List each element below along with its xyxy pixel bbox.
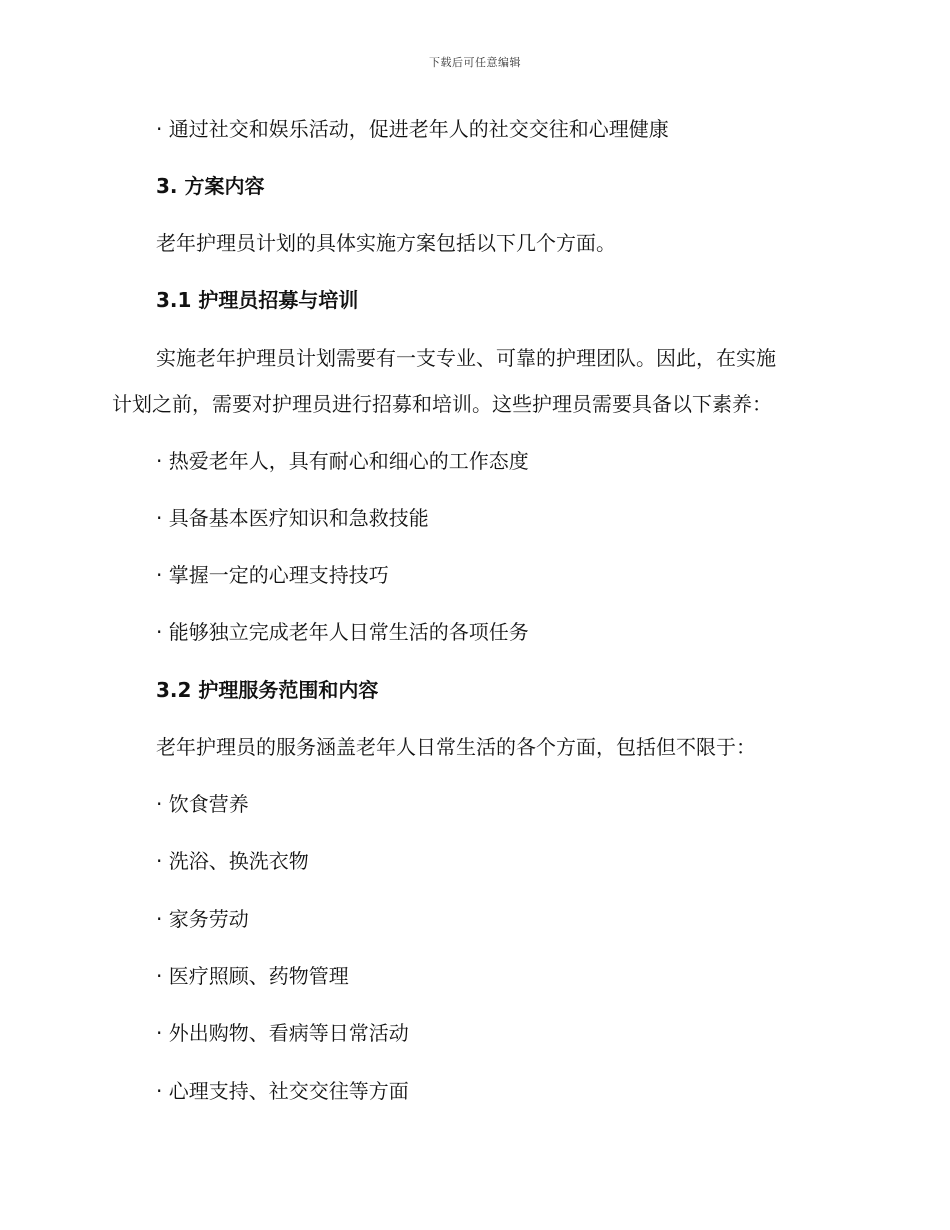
bullet-social: · 通过社交和娱乐活动，促进老年人的社交交往和心理健康 xyxy=(156,117,669,141)
list-item-service: · 饮食营养 xyxy=(156,792,249,816)
list-item-service: · 医疗照顾、药物管理 xyxy=(156,964,349,988)
list-item-service: · 外出购物、看病等日常活动 xyxy=(156,1021,409,1045)
list-item-quality: · 具备基本医疗知识和急救技能 xyxy=(156,506,429,530)
section-heading-3: 3. 方案内容 xyxy=(156,174,265,198)
list-item-quality: · 能够独立完成老年人日常生活的各项任务 xyxy=(156,620,529,644)
header-note: 下载后可任意编辑 xyxy=(429,56,521,69)
list-item-service: · 家务劳动 xyxy=(156,907,249,931)
section-intro-3: 老年护理员计划的具体实施方案包括以下几个方面。 xyxy=(156,231,616,255)
section-heading-3-2: 3.2 护理服务范围和内容 xyxy=(156,678,379,702)
section-intro-3-2: 老年护理员的服务涵盖老年人日常生活的各个方面，包括但不限于： xyxy=(156,735,756,759)
paragraph-3-1-line2: 计划之前，需要对护理员进行招募和培训。这些护理员需要具备以下素养： xyxy=(112,392,772,416)
section-heading-3-1: 3.1 护理员招募与培训 xyxy=(156,288,359,312)
list-item-quality: · 掌握一定的心理支持技巧 xyxy=(156,563,389,587)
list-item-quality: · 热爱老年人，具有耐心和细心的工作态度 xyxy=(156,449,529,473)
list-item-service: · 洗浴、换洗衣物 xyxy=(156,849,309,873)
paragraph-3-1-line1: 实施老年护理员计划需要有一支专业、可靠的护理团队。因此，在实施 xyxy=(156,346,776,370)
list-item-service: · 心理支持、社交交往等方面 xyxy=(156,1079,409,1103)
